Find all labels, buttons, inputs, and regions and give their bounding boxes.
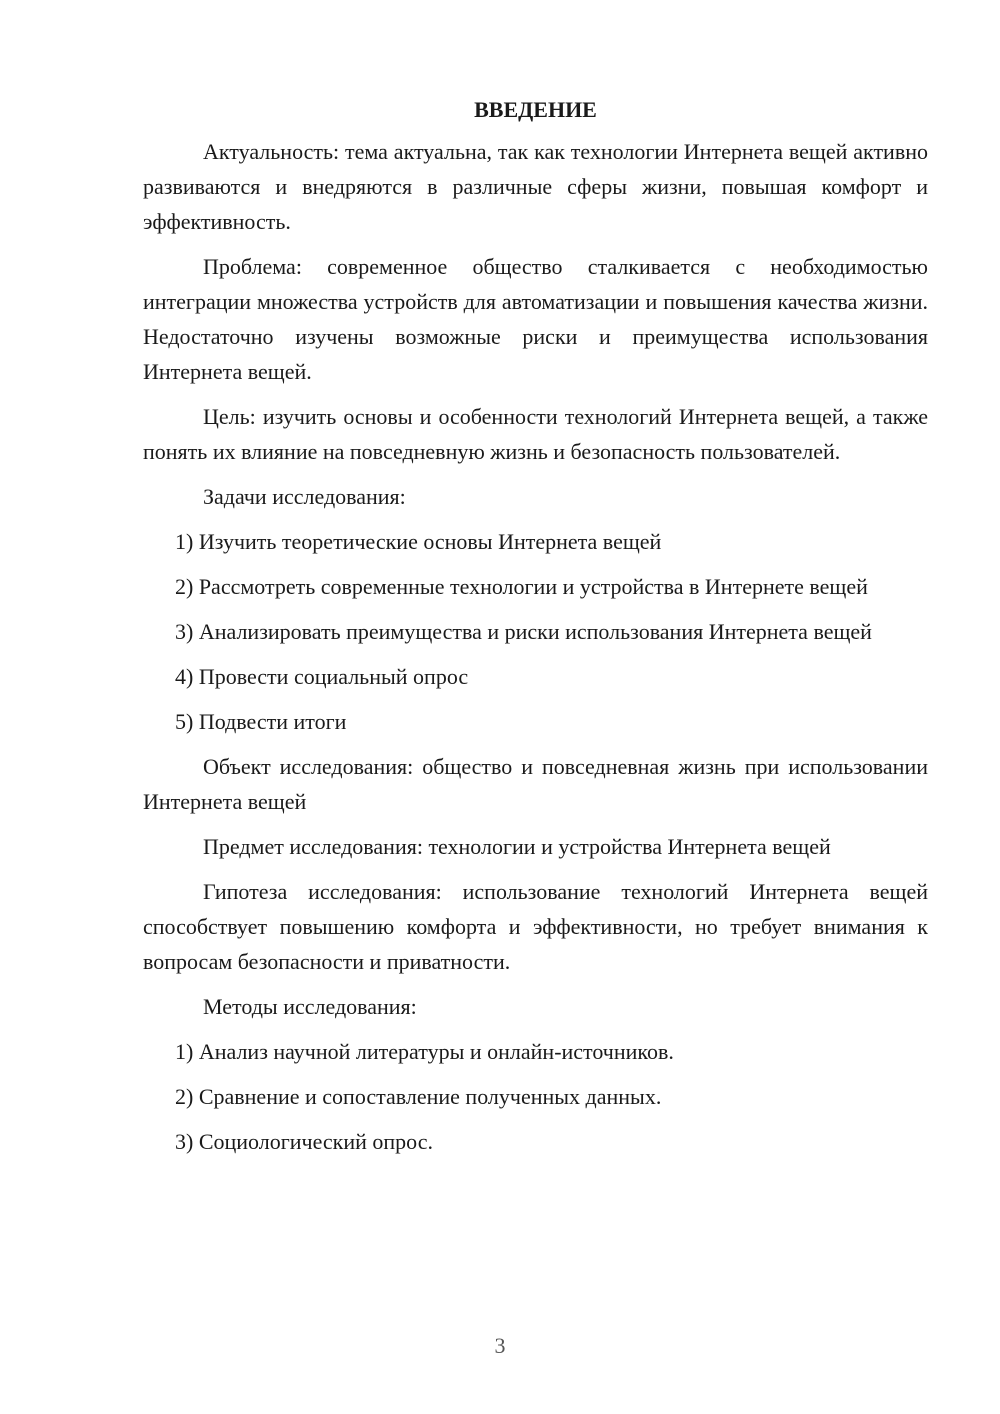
methods-heading: Методы исследования: xyxy=(203,994,417,1019)
hypothesis-paragraph: Гипотеза исследования: использование технологий Интернета вещей способствует повышению комфорта и эффективности, но требует внимания к вопросам безопасности и приватности. xyxy=(143,879,928,974)
relevance-paragraph: Актуальность: тема актуальна, так как технологии Интернета вещей активно развиваются и внедряются в различные сферы жизни, повышая комфорт и эффективность. xyxy=(143,139,928,234)
problem-paragraph: Проблема: современное общество сталкивается с необходимостью интеграции множества устройств для автоматизации и повышения качества жизни. Недостаточно изучены возможные риски и преимущества использования Интернета вещей. xyxy=(143,254,928,384)
goal-paragraph: Цель: изучить основы и особенности технологий Интернета вещей, а также понять их влияние на повседневную жизнь и безопасность пользователей. xyxy=(143,404,928,464)
method-item: 2) Сравнение и сопоставление полученных данных. xyxy=(175,1084,662,1109)
task-item: 5) Подвести итоги xyxy=(175,709,347,734)
task-item: 1) Изучить теоретические основы Интернета вещей xyxy=(175,529,662,554)
task-item: 4) Провести социальный опрос xyxy=(175,664,469,689)
method-item: 1) Анализ научной литературы и онлайн-источников. xyxy=(175,1039,674,1064)
page-number: 3 xyxy=(494,1333,506,1358)
task-item: 3) Анализировать преимущества и риски использования Интернета вещей xyxy=(175,619,872,644)
section-title: ВВЕДЕНИЕ xyxy=(474,97,597,122)
document-body xyxy=(143,92,928,1169)
object-paragraph: Объект исследования: общество и повседневная жизнь при использовании Интернета вещей xyxy=(143,754,928,814)
tasks-heading: Задачи исследования: xyxy=(203,484,406,509)
method-item: 3) Социологический опрос. xyxy=(175,1129,433,1154)
subject-paragraph: Предмет исследования: технологии и устройства Интернета вещей xyxy=(203,834,831,859)
task-item: 2) Рассмотреть современные технологии и устройства в Интернете вещей xyxy=(175,574,868,599)
